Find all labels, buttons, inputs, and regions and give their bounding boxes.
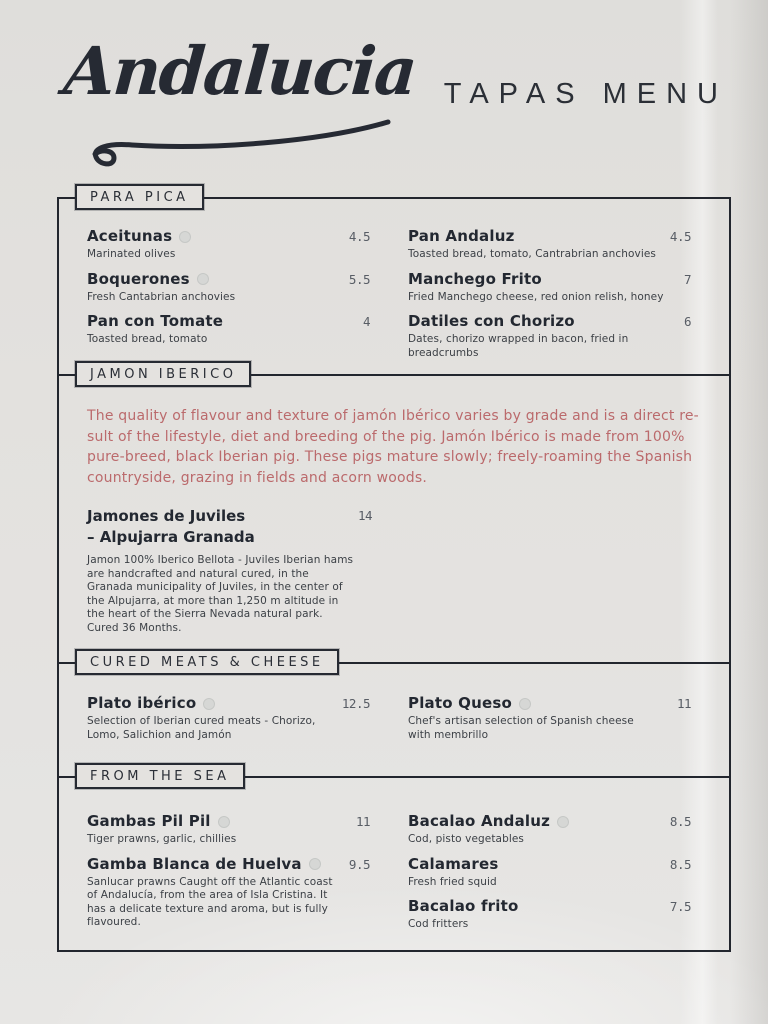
- intro-line: The quality of flavour and texture of jamón Ibérico varies by grade and is a direct re-: [87, 408, 699, 424]
- dish-name: Aceitunas: [87, 227, 173, 245]
- dish-price: 11: [676, 696, 691, 711]
- dish-description: Fresh Cantabrian anchovies: [87, 290, 236, 303]
- dish-description: Chef's artisan selection of Spanish cheese with membrillo: [408, 715, 634, 741]
- dish-name: Manchego Frito: [408, 269, 542, 288]
- dietary-icon: [179, 231, 191, 243]
- dish-price: 14: [357, 508, 372, 523]
- dish-name: Gambas Pil Pil: [87, 812, 211, 830]
- intro-line: sult of the lifestyle, diet and breeding of the pig. Jamón Ibérico is made from 100%: [87, 428, 685, 445]
- dish-description: Dates, chorizo wrapped in bacon, fried in breadcrumbs: [408, 333, 629, 359]
- dish-description: Jamon 100% Iberico Bellota - Juviles Iberian hams are handcrafted and natural cured, in the Granada municipality of Juviles, in the center of the Alpujarra, at more than 1,250 m altitude in the heart of the Sierra Nevada natural park. Cured 36 Months.: [87, 554, 354, 634]
- dietary-icon: [519, 698, 531, 710]
- menu-item: [408, 812, 691, 847]
- brand-swash-flourish: [70, 116, 400, 172]
- dish-price: 4.5: [348, 229, 370, 244]
- dietary-icon: [203, 698, 215, 710]
- menu-item: [87, 812, 370, 847]
- menu-item: [87, 312, 370, 347]
- dish-description: Fresh fried squid: [408, 875, 497, 888]
- dish-price: 8.5: [669, 856, 691, 872]
- dish-price: 11: [355, 814, 370, 829]
- section-label-para-pica: PARA PICA: [75, 184, 204, 210]
- dish-description: Tiger prawns, garlic, chillies: [87, 833, 237, 845]
- menu-item: [408, 855, 691, 890]
- menu-type-title: TAPAS MENU: [443, 78, 728, 110]
- dish-price: 9.5: [348, 856, 370, 872]
- para-pica-left-column: [87, 227, 370, 368]
- para-pica-right-column: [408, 227, 691, 368]
- menu-item: [87, 227, 370, 262]
- menu-item: [408, 694, 691, 742]
- dietary-icon: [309, 858, 321, 870]
- dish-description: Sanlucar prawns Caught off the Atlantic coast of Andalucía, from the area of Isla Cristina. It has a delicate texture and aroma, but is fully flavoured.: [87, 875, 333, 928]
- brand-script-logo: Andalucia: [61, 32, 418, 110]
- menu-item: [87, 855, 370, 930]
- dietary-icon: [218, 816, 230, 828]
- menu-item: [408, 897, 691, 932]
- cured-left-column: [87, 694, 370, 750]
- menu-frame: [57, 190, 731, 952]
- menu-item: [408, 270, 691, 305]
- section-cured-meats-cheese: [59, 655, 729, 776]
- intro-line: countryside, grazing in fields and acorn woods.: [87, 469, 428, 486]
- dish-description: Cod, pisto vegetables: [408, 833, 524, 845]
- cured-right-column: [408, 694, 691, 750]
- dish-name: Jamones de Juviles – Alpujarra Granada: [87, 507, 255, 546]
- dish-description: Toasted bread, tomato: [87, 333, 208, 345]
- dish-price: 4.5: [669, 229, 691, 244]
- menu-header: [0, 0, 768, 180]
- dish-name: Gamba Blanca de Huelva: [87, 854, 302, 873]
- dish-name: Plato Queso: [408, 694, 512, 712]
- sea-left-column: [87, 812, 370, 940]
- dish-description: Fried Manchego cheese, red onion relish, honey: [408, 290, 664, 303]
- dish-price: 6: [683, 314, 691, 329]
- dish-description: Cod fritters: [408, 918, 469, 930]
- dish-price: 7.5: [669, 899, 691, 914]
- section-label-from-the-sea: FROM THE SEA: [75, 763, 245, 789]
- dish-name: Plato ibérico: [87, 694, 197, 712]
- intro-line: pure-breed, black Iberian pig. These pigs mature slowly; freely-roaming the Spanish: [87, 449, 693, 465]
- section-label-jamon-iberico: JAMON IBERICO: [75, 361, 251, 387]
- dish-price: 4: [362, 314, 370, 329]
- dish-name: Bacalao Andaluz: [408, 812, 551, 830]
- dish-price: 8.5: [669, 814, 691, 829]
- menu-item: [87, 506, 372, 635]
- menu-item: [87, 694, 370, 742]
- dish-name: Pan Andaluz: [408, 227, 515, 245]
- menu-item: [408, 227, 691, 262]
- dish-name: Bacalao frito: [408, 897, 519, 915]
- dish-description: Selection of Iberian cured meats - Chorizo, Lomo, Salichion and Jamón: [87, 715, 316, 741]
- dietary-icon: [557, 816, 569, 828]
- dish-price: 12.5: [341, 696, 370, 711]
- sea-right-column: [408, 812, 691, 940]
- jamon-intro-paragraph: [87, 406, 699, 488]
- dish-description: Toasted bread, tomato, Cantrabrian anchovies: [408, 248, 656, 260]
- section-para-pica: [59, 190, 729, 374]
- menu-item: [408, 312, 691, 360]
- dish-name: Datiles con Chorizo: [408, 312, 575, 330]
- section-label-cured-meats-cheese: CURED MEATS & CHEESE: [75, 649, 339, 675]
- dish-name: Boquerones: [87, 269, 190, 288]
- dish-name: Pan con Tomate: [87, 312, 224, 330]
- dietary-icon: [197, 273, 209, 285]
- menu-item: [87, 270, 370, 305]
- section-from-the-sea: [59, 769, 729, 950]
- dish-description: Marinated olives: [87, 248, 176, 260]
- dish-price: 7: [683, 271, 691, 287]
- section-jamon-iberico: [59, 367, 729, 662]
- dish-price: 5.5: [348, 271, 370, 287]
- dish-name: Calamares: [408, 854, 499, 873]
